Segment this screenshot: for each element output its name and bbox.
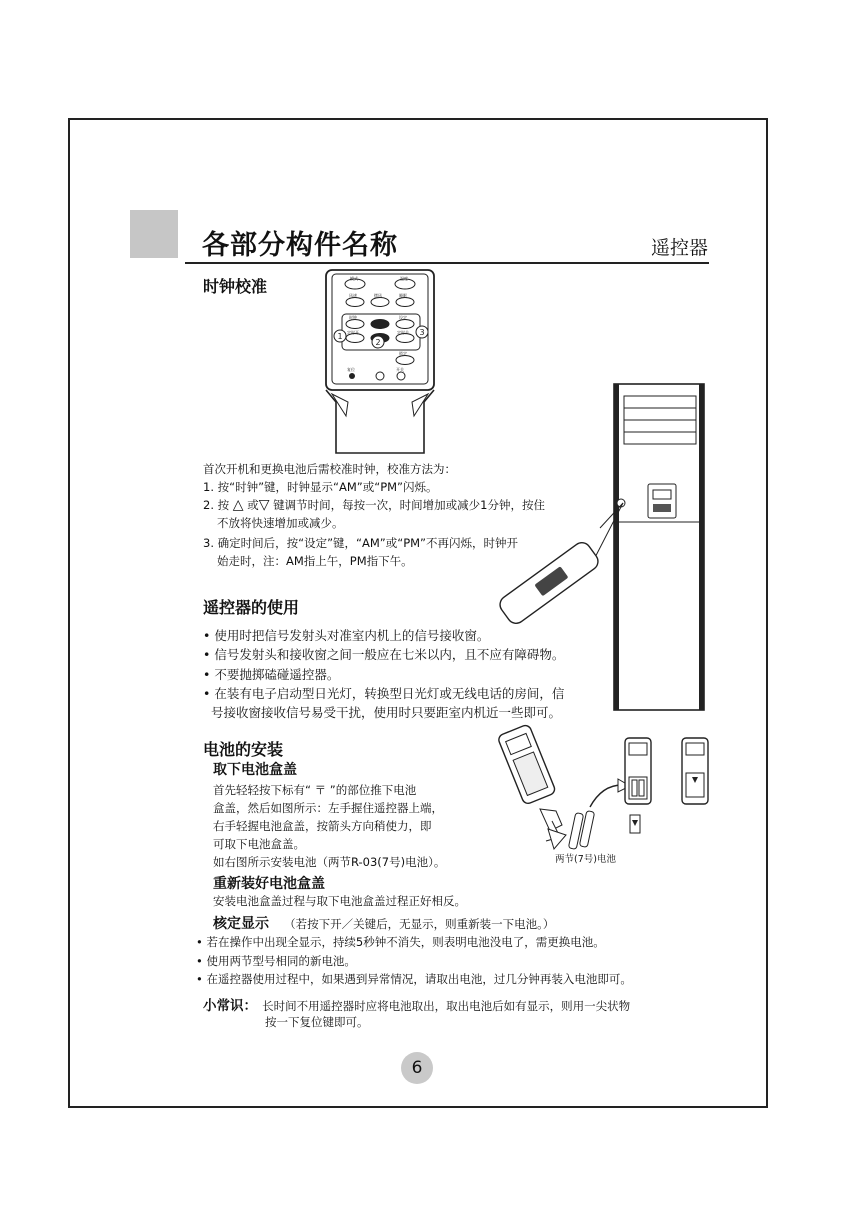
remove-line-4: 可取下电池盒盖。	[213, 837, 305, 851]
tip-row	[203, 994, 630, 1014]
page-number: 6	[401, 1052, 433, 1084]
verify-row	[213, 913, 554, 933]
remove-cover-heading: 取下电池盒盖	[213, 762, 297, 778]
clock-step-2	[203, 497, 545, 514]
remove-line-3: 右手轻握电池盒盖，按箭头方向稍使力，即	[213, 819, 432, 833]
remove-line-1: 首先轻轻按下标有“ 〒 ”的部位推下电池	[213, 783, 417, 797]
usage-item-4-cont: 号接收窗接收信号易受干扰，使用时只要距室内机近一些即可。	[203, 705, 561, 720]
remote-label-lock: 锁定	[399, 351, 407, 356]
section-marker	[130, 210, 178, 258]
remote-label-reset: 复位	[347, 367, 355, 372]
usage-heading: 遥控器的使用	[203, 598, 300, 617]
remote-clock-illustration	[318, 268, 443, 460]
remote-label-sleep: 睡眠	[399, 293, 407, 298]
remote-label-temp: 温度	[400, 276, 408, 281]
remove-line-2: 盒盖，然后如图所示：左手握住遥控器上端，	[213, 801, 443, 815]
remote-label-mode: 模式	[350, 276, 358, 281]
remote-label-timer-off: 定时关	[397, 330, 409, 335]
triangle-down-icon: ▽	[258, 497, 270, 513]
clock-intro: 首次开机和更换电池后需校准时钟，校准方法为：	[203, 462, 456, 476]
verify-note: （若按下开／关键后，无显示，则重新装一下电池。）	[284, 917, 555, 931]
page-title: 各部分构件名称	[202, 230, 398, 261]
remote-label-clock: 时钟	[349, 315, 357, 320]
remove-line-5: 如右图所示安装电池（两节R-03(7号)电池）。	[213, 855, 446, 869]
battery-install-illustration	[490, 725, 730, 860]
remote-label-set: 设定	[399, 315, 407, 320]
usage-item-2: • 信号发射头和接收窗之间一般应在七米以内，且不应有障碍物。	[203, 647, 565, 662]
remote-label-power: 开关	[396, 367, 404, 372]
triangle-up-icon: △	[232, 497, 244, 513]
verify-item-3: • 在遥控器使用过程中，如果遇到异常情况，请取出电池，过几分钟再装入电池即可。	[196, 972, 632, 986]
verify-heading: 核定显示	[213, 916, 269, 932]
clock-step-2-press: 2. 按	[203, 498, 230, 512]
clock-step-3: 3. 确定时间后，按“设定”键，“AM”或“PM”不再闪烁，时钟开	[203, 536, 519, 550]
clock-step-2-cont: 不放将快速增加或减少。	[217, 516, 344, 530]
usage-item-1: • 使用时把信号发射头对准室内机上的信号接收窗。	[203, 628, 490, 643]
tip-line-1: 长时间不用遥控器时应将电池取出，取出电池后如有显示，则用一尖状物	[262, 999, 631, 1013]
callout-1: 1	[337, 332, 343, 341]
clock-step-2-text: 键调节时间，每按一次，时间增加或减少1分钟，按住	[273, 498, 545, 512]
tip-label: 小常识：	[203, 998, 257, 1014]
battery-caption: 两节(7号)电池	[555, 854, 616, 865]
usage-item-3: • 不要抛掷磕碰遥控器。	[203, 667, 340, 682]
remote-label-swing: 摆风	[374, 293, 382, 298]
clock-heading: 时钟校准	[203, 277, 268, 296]
clock-step-3-cont: 始走时，注：AM指上午，PM指下午。	[217, 554, 413, 568]
callout-3: 3	[419, 328, 425, 337]
reinstall-text: 安装电池盒盖过程与取下电池盒盖过程正好相反。	[213, 894, 466, 908]
remote-label-timer-on: 定时开	[347, 330, 359, 335]
title-divider	[185, 262, 709, 264]
verify-item-1: • 若在操作中出现全显示，持续5秒钟不消失，则表明电池没电了，需更换电池。	[196, 935, 605, 949]
battery-heading: 电池的安装	[203, 740, 284, 759]
callout-2: 2	[375, 338, 381, 347]
clock-step-2-or: 或	[247, 498, 259, 512]
page-subtitle: 遥控器	[650, 237, 708, 259]
tip-line-2: 按一下复位键即可。	[265, 1015, 369, 1029]
clock-step-1: 1. 按“时钟”键，时钟显示“AM”或“PM”闪烁。	[203, 480, 438, 494]
remote-label-fan: 风速	[349, 293, 357, 298]
reinstall-heading: 重新装好电池盒盖	[213, 876, 325, 892]
verify-item-2: • 使用两节型号相同的新电池。	[196, 954, 356, 968]
usage-item-4: • 在装有电子启动型日光灯，转换型日光灯或无线电话的房间，信	[203, 686, 565, 701]
